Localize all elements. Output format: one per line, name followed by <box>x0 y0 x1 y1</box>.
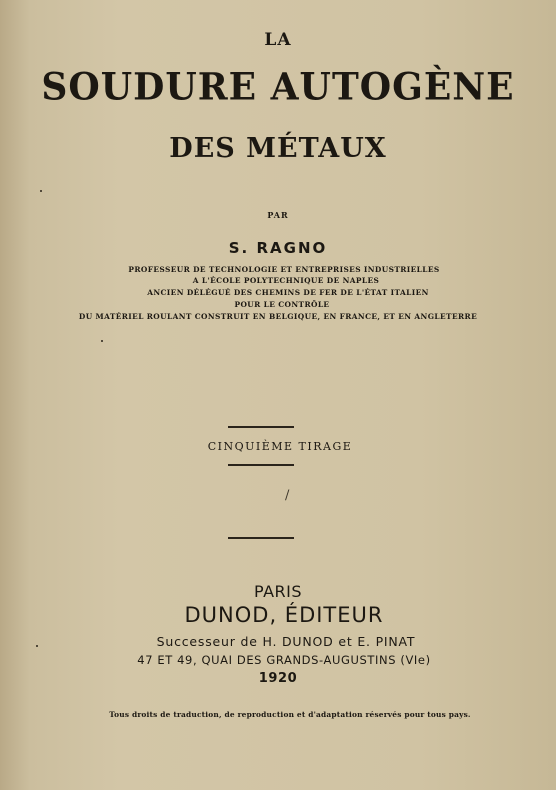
author-credential: POUR LE CONTRÔLE <box>234 300 330 309</box>
author-credential: A L'ÉCOLE POLYTECHNIQUE DE NAPLES <box>192 276 380 285</box>
ink-speck <box>40 190 42 192</box>
ink-speck <box>101 340 103 342</box>
title-article: LA <box>264 30 292 50</box>
author-credential: DU MATÉRIEL ROULANT CONSTRUIT EN BELGIQUE, EN FRANCE, ET EN ANGLETERRE <box>78 312 478 321</box>
imprint-successor: Successeur de H. DUNOD et E. PINAT <box>156 634 416 649</box>
rights-notice: Tous droits de traduction, de reproduction et d'adaptation réservés pour tous pays. <box>109 710 471 719</box>
book-subtitle: DES MÉTAUX <box>169 133 387 164</box>
author-credential: PROFESSEUR DE TECHNOLOGIE ET ENTREPRISES INDUSTRIELLES <box>128 265 440 274</box>
ink-speck <box>36 645 38 647</box>
author-name: S. RAGNO <box>228 239 328 257</box>
divider-rule <box>228 426 294 428</box>
divider-rule <box>228 464 294 466</box>
printing-edition: CINQUIÈME TIRAGE <box>207 440 353 453</box>
imprint-address: 47 ET 49, QUAI DES GRANDS-AUGUSTINS (VIe) <box>137 653 431 667</box>
by-label: PAR <box>267 210 289 220</box>
pencil-mark: / <box>285 488 290 503</box>
book-title: SOUDURE AUTOGÈNE <box>41 64 515 110</box>
imprint-year: 1920 <box>258 671 298 686</box>
imprint-publisher: DUNOD, ÉDITEUR <box>184 603 384 627</box>
author-credential: ANCIEN DÉLÉGUÉ DES CHEMINS DE FER DE L'ÉTAT ITALIEN <box>147 288 429 297</box>
divider-rule <box>228 537 294 539</box>
imprint-city: PARIS <box>253 582 303 601</box>
